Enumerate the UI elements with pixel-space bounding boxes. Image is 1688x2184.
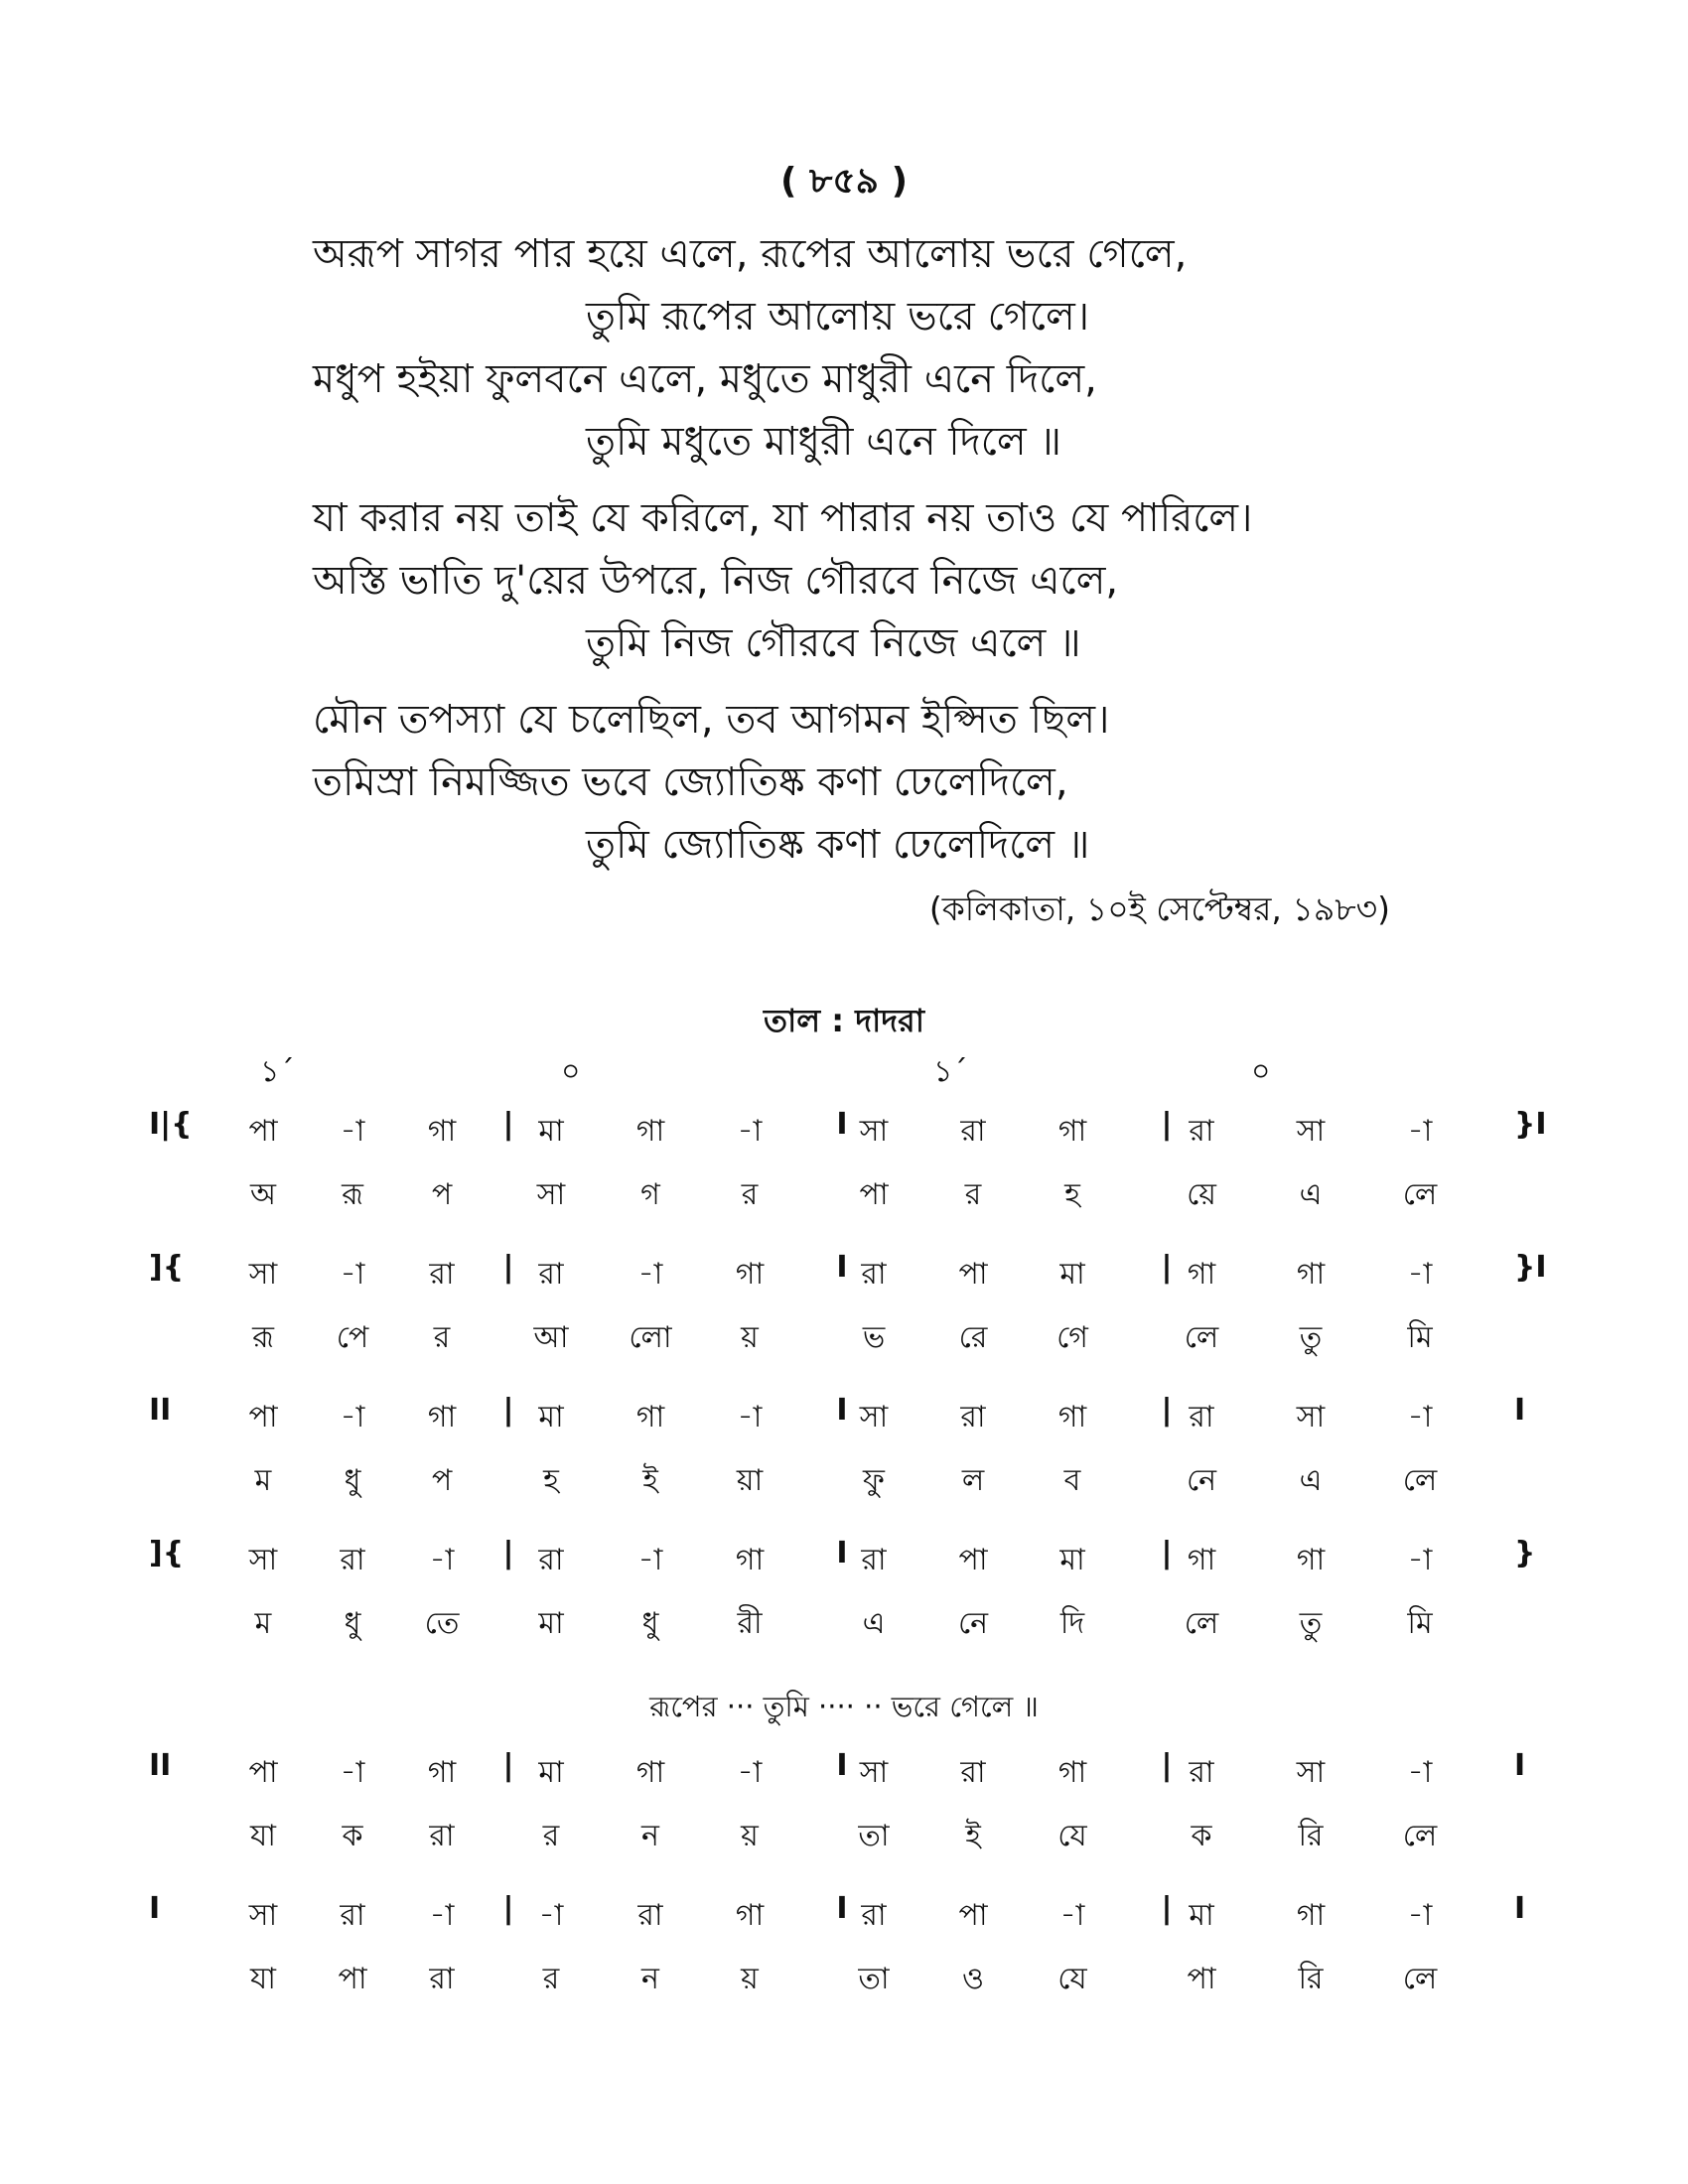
- beat-divider: |: [502, 1748, 514, 1783]
- swara-note: পা: [958, 1543, 988, 1577]
- beat-divider: |: [1161, 1891, 1173, 1926]
- swara-note: সা: [1296, 1114, 1326, 1149]
- swara-note: রা: [861, 1543, 887, 1577]
- lyric-syllable: র: [964, 1177, 982, 1212]
- lyric-syllable: আ: [533, 1320, 569, 1355]
- swara-note: -া: [340, 1257, 365, 1292]
- notation-row: [0, 1250, 1688, 1313]
- lyric-syllable: য়া: [736, 1463, 764, 1498]
- start-barline: ]{: [149, 1536, 185, 1570]
- swara-note: -া: [340, 1114, 365, 1149]
- lyric-line: যা করার নয় তাই যে করিলে, যা পারার নয় তাও যে পারিলে।: [313, 495, 1253, 541]
- refrain-note: রূপের ··· তুমি ···· ·· ভরে গেলে ॥: [649, 1690, 1039, 1723]
- swara-note: পা: [958, 1257, 988, 1292]
- swara-note: মা: [1059, 1257, 1085, 1292]
- lyric-syllable: রা: [429, 1962, 455, 1996]
- lyric-syllable: য়: [741, 1962, 759, 1996]
- swara-note: গা: [427, 1400, 457, 1434]
- swara-note: পা: [248, 1400, 278, 1434]
- lyric-syllable: লে: [1402, 1819, 1438, 1853]
- lyric-syllable: ধু: [344, 1463, 361, 1498]
- lyric-syllable-row: [0, 1170, 1688, 1234]
- swara-note: -া: [1407, 1543, 1433, 1577]
- start-barline: II: [149, 1393, 172, 1428]
- lyric-syllable: লে: [1184, 1320, 1219, 1355]
- start-barline: II: [149, 1748, 172, 1783]
- swara-note: -া: [637, 1543, 663, 1577]
- tala-heading: তাল : দাদরা: [764, 1002, 924, 1039]
- swara-note: -া: [1407, 1400, 1433, 1434]
- beat-divider: I: [836, 1536, 848, 1570]
- swara-note: সা: [859, 1114, 889, 1149]
- swara-note: পা: [248, 1755, 278, 1790]
- notation-row: [0, 1393, 1688, 1456]
- lyric-syllable-row: [0, 1313, 1688, 1377]
- lyric-syllable: মি: [1407, 1320, 1433, 1355]
- page-number: ( ৮৫৯ ): [779, 161, 909, 202]
- lyric-syllable: তু: [1299, 1606, 1323, 1641]
- swara-note: গা: [635, 1400, 665, 1434]
- swara-note: গা: [635, 1755, 665, 1790]
- stanza: [313, 689, 1504, 877]
- swara-note: মা: [1189, 1898, 1214, 1933]
- beat-divider: |: [1161, 1393, 1173, 1428]
- beat-divider: |: [502, 1536, 514, 1570]
- lyric-line: অস্তি ভাতি দু'য়ের উপরে, নিজ গৌরবে নিজে এলে,: [313, 558, 1119, 604]
- beat-divider: I: [836, 1250, 848, 1285]
- lyric-syllable: রি: [1298, 1962, 1324, 1996]
- lyric-syllable: রা: [429, 1819, 455, 1853]
- swara-note: রা: [960, 1755, 986, 1790]
- end-barline: I: [1514, 1393, 1526, 1428]
- lyric-syllable: রূ: [342, 1177, 363, 1212]
- swara-note: গা: [1187, 1543, 1216, 1577]
- lyric-syllable: ভ: [862, 1320, 886, 1355]
- lyric-line: তুমি জ্যোতিষ্ক কণা ঢেলেদিলে ॥: [586, 822, 1090, 868]
- beat-mark: ০: [561, 1054, 581, 1089]
- swara-note: -া: [1407, 1898, 1433, 1933]
- beat-divider: |: [1161, 1250, 1173, 1285]
- song-lyrics: [313, 223, 1504, 890]
- lyric-syllable: রি: [1298, 1819, 1324, 1853]
- swara-note: -া: [637, 1257, 663, 1292]
- stanza: [313, 223, 1504, 474]
- lyric-syllable: যা: [250, 1819, 276, 1853]
- lyric-syllable: যে: [1057, 1819, 1087, 1853]
- swara-note: গা: [1296, 1257, 1326, 1292]
- lyric-syllable: য়: [741, 1320, 759, 1355]
- end-barline: I: [1514, 1748, 1526, 1783]
- lyric-syllable: দি: [1059, 1606, 1085, 1641]
- swara-note: -া: [340, 1755, 365, 1790]
- swara-note: রা: [960, 1114, 986, 1149]
- swara-note: সা: [859, 1755, 889, 1790]
- beat-divider: |: [502, 1393, 514, 1428]
- swara-note: রা: [1189, 1400, 1214, 1434]
- beat-divider: |: [1161, 1748, 1173, 1783]
- swara-note: গা: [1057, 1755, 1087, 1790]
- beat-marks: [0, 1047, 1688, 1087]
- lyric-syllable: যা: [250, 1962, 276, 1996]
- swara-note: -া: [1407, 1114, 1433, 1149]
- beat-divider: I: [836, 1891, 848, 1926]
- lyric-syllable: তা: [858, 1819, 890, 1853]
- swara-note: পা: [248, 1114, 278, 1149]
- notation-row: [0, 1891, 1688, 1955]
- swara-note: রা: [538, 1257, 564, 1292]
- lyric-syllable: মা: [538, 1606, 564, 1641]
- lyric-syllable: ও: [961, 1962, 985, 1996]
- beat-mark: ১´: [933, 1054, 968, 1089]
- lyric-syllable: য়ে: [1187, 1177, 1216, 1212]
- swara-note: গা: [635, 1114, 665, 1149]
- swara-note: সা: [1296, 1400, 1326, 1434]
- swara-note: -া: [1059, 1898, 1085, 1933]
- lyric-line: তুমি মধুতে মাধুরী এনে দিলে ॥: [586, 419, 1061, 465]
- notation-row: [0, 1536, 1688, 1599]
- beat-mark: ০: [1251, 1054, 1271, 1089]
- swara-note: গা: [1057, 1400, 1087, 1434]
- lyric-syllable: ধু: [344, 1606, 361, 1641]
- beat-divider: |: [1161, 1536, 1173, 1570]
- lyric-syllable: প: [431, 1177, 453, 1212]
- lyric-syllable: ন: [641, 1962, 659, 1996]
- lyric-syllable: ফু: [863, 1463, 885, 1498]
- lyric-line: তমিস্রা নিমজ্জিত ভবে জ্যোতিষ্ক কণা ঢেলেদিলে,: [313, 759, 1068, 805]
- lyric-syllable-row: [0, 1955, 1688, 2018]
- lyric-line: তুমি নিজ গৌরবে নিজে এলে ॥: [586, 620, 1081, 666]
- swara-note: গা: [427, 1114, 457, 1149]
- swara-note: রা: [340, 1543, 365, 1577]
- start-barline: I|{: [149, 1107, 193, 1142]
- lyric-line: মধুপ হইয়া ফুলবনে এলে, মধুতে মাধুরী এনে দিলে,: [313, 356, 1097, 402]
- lyric-syllable: যে: [1057, 1962, 1087, 1996]
- swara-note: রা: [960, 1400, 986, 1434]
- beat-divider: |: [502, 1250, 514, 1285]
- swara-note: রা: [340, 1898, 365, 1933]
- lyric-syllable: পা: [1187, 1962, 1216, 1996]
- lyric-syllable: তে: [424, 1606, 460, 1641]
- swara-note: গা: [1057, 1114, 1087, 1149]
- lyric-syllable: র: [741, 1177, 759, 1212]
- beat-divider: I: [836, 1748, 848, 1783]
- swara-note: -া: [1407, 1257, 1433, 1292]
- lyric-syllable: লো: [629, 1320, 672, 1355]
- swara-note: পা: [958, 1898, 988, 1933]
- swara-note: -া: [737, 1755, 763, 1790]
- lyric-syllable: হ: [543, 1463, 559, 1498]
- swara-note: -া: [429, 1543, 455, 1577]
- lyric-syllable: ক: [1191, 1819, 1212, 1853]
- lyric-syllable: এ: [1299, 1463, 1323, 1498]
- refrain-note-row: [0, 1679, 1688, 1748]
- lyric-syllable: ন: [641, 1819, 659, 1853]
- end-barline: }: [1514, 1536, 1536, 1570]
- swara-note: গা: [1187, 1257, 1216, 1292]
- swara-note: -া: [1407, 1755, 1433, 1790]
- lyric-syllable: ই: [965, 1819, 981, 1853]
- start-barline: ]{: [149, 1250, 185, 1285]
- swara-note: গা: [1296, 1543, 1326, 1577]
- swara-note: গা: [735, 1257, 765, 1292]
- end-barline: I: [1514, 1891, 1526, 1926]
- swara-note: গা: [735, 1898, 765, 1933]
- lyric-syllable: হ: [1064, 1177, 1080, 1212]
- notation-row: [0, 1748, 1688, 1812]
- swara-note: রা: [1189, 1114, 1214, 1149]
- swara-note: রা: [861, 1898, 887, 1933]
- end-barline: }I: [1514, 1250, 1547, 1285]
- notation-table: [0, 1107, 1688, 2034]
- swara-note: রা: [1189, 1755, 1214, 1790]
- swara-note: -া: [340, 1400, 365, 1434]
- swara-note: -া: [737, 1114, 763, 1149]
- swara-note: মা: [538, 1755, 564, 1790]
- lyric-syllable: পা: [338, 1962, 367, 1996]
- lyric-syllable-row: [0, 1812, 1688, 1875]
- lyric-syllable: এ: [1299, 1177, 1323, 1212]
- lyric-syllable: পে: [336, 1320, 369, 1355]
- lyric-syllable: নে: [957, 1606, 989, 1641]
- swara-note: গা: [427, 1755, 457, 1790]
- lyric-syllable: ব: [1063, 1463, 1081, 1498]
- lyric-syllable: ল: [961, 1463, 985, 1498]
- lyric-syllable: য়: [741, 1819, 759, 1853]
- beat-divider: |: [502, 1107, 514, 1142]
- lyric-syllable: র: [433, 1320, 451, 1355]
- start-barline: I: [149, 1891, 161, 1926]
- lyric-syllable: প: [431, 1463, 453, 1498]
- beat-divider: |: [502, 1891, 514, 1926]
- stanza: [313, 487, 1504, 675]
- swara-note: সা: [248, 1898, 278, 1933]
- lyric-syllable: লে: [1402, 1177, 1438, 1212]
- lyric-syllable: এ: [862, 1606, 886, 1641]
- lyric-syllable: পা: [859, 1177, 889, 1212]
- lyric-syllable: তা: [858, 1962, 890, 1996]
- lyric-syllable-row: [0, 1599, 1688, 1663]
- lyric-syllable: তু: [1299, 1320, 1323, 1355]
- swara-note: মা: [538, 1114, 564, 1149]
- swara-note: সা: [248, 1543, 278, 1577]
- lyric-syllable: অ: [250, 1177, 276, 1212]
- lyric-syllable-row: [0, 1456, 1688, 1520]
- swara-note: গা: [1296, 1898, 1326, 1933]
- lyric-syllable: রূ: [252, 1320, 274, 1355]
- lyric-line: তুমি রূপের আলোয় ভরে গেলে।: [586, 294, 1090, 340]
- lyric-syllable: মি: [1407, 1606, 1433, 1641]
- swara-note: -া: [429, 1898, 455, 1933]
- swara-note: মা: [1059, 1543, 1085, 1577]
- lyric-syllable: গ: [640, 1177, 660, 1212]
- dateline: (কলিকাতা, ১০ই সেপ্টেম্বর, ১৯৮৩): [928, 889, 1390, 928]
- lyric-syllable: রে: [958, 1320, 988, 1355]
- lyric-syllable: ধু: [641, 1606, 659, 1641]
- swara-note: সা: [1296, 1755, 1326, 1790]
- swara-note: সা: [859, 1400, 889, 1434]
- lyric-syllable: র: [542, 1819, 560, 1853]
- swara-note: রা: [637, 1898, 663, 1933]
- lyric-syllable: রী: [737, 1606, 763, 1641]
- beat-divider: |: [1161, 1107, 1173, 1142]
- lyric-syllable: ম: [254, 1606, 272, 1641]
- swara-note: মা: [538, 1400, 564, 1434]
- lyric-line: মৌন তপস্যা যে চলেছিল, তব আগমন ইপ্সিত ছিল।: [313, 697, 1110, 743]
- lyric-syllable: ক: [342, 1819, 363, 1853]
- swara-note: রা: [429, 1257, 455, 1292]
- lyric-syllable: গে: [1056, 1320, 1088, 1355]
- beat-mark: ১´: [260, 1054, 295, 1089]
- swara-note: -া: [737, 1400, 763, 1434]
- lyric-syllable: র: [542, 1962, 560, 1996]
- lyric-line: অরূপ সাগর পার হয়ে এলে, রূপের আলোয় ভরে গেলে,: [313, 231, 1188, 277]
- beat-divider: I: [836, 1107, 848, 1142]
- swara-note: গা: [735, 1543, 765, 1577]
- swara-note: রা: [538, 1543, 564, 1577]
- beat-divider: I: [836, 1393, 848, 1428]
- lyric-syllable: ই: [642, 1463, 658, 1498]
- end-barline: }I: [1514, 1107, 1547, 1142]
- lyric-syllable: নে: [1186, 1463, 1217, 1498]
- lyric-syllable: সা: [536, 1177, 566, 1212]
- lyric-syllable: লে: [1402, 1962, 1438, 1996]
- swara-note: সা: [248, 1257, 278, 1292]
- notation-row: [0, 1107, 1688, 1170]
- swara-note: -া: [538, 1898, 564, 1933]
- lyric-syllable: লে: [1184, 1606, 1219, 1641]
- swara-note: রা: [861, 1257, 887, 1292]
- lyric-syllable: লে: [1402, 1463, 1438, 1498]
- lyric-syllable: ম: [254, 1463, 272, 1498]
